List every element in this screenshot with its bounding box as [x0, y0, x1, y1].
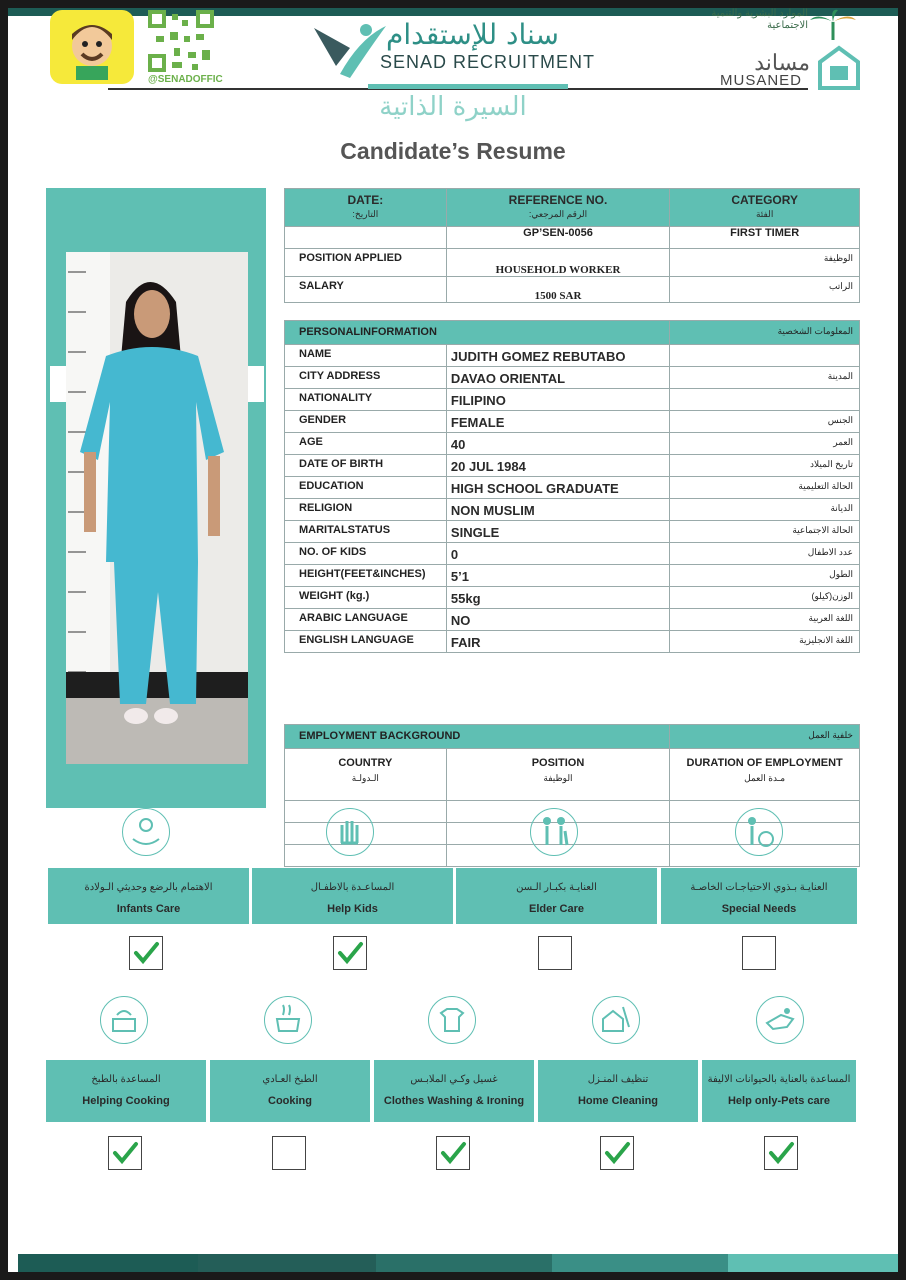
- field-label-arabic: العمر: [670, 433, 860, 455]
- skill-card: [661, 868, 857, 924]
- summary-table: [284, 188, 860, 303]
- field-label: MARITALSTATUS: [285, 521, 447, 543]
- field-value: HIGH SCHOOL GRADUATE: [446, 477, 670, 499]
- skill-checkbox[interactable]: [272, 1136, 306, 1170]
- resume-page: [8, 8, 898, 1272]
- washing-ironing-icon: [428, 996, 476, 1044]
- page-title: Candidate’s Resume: [340, 138, 566, 164]
- candidate-photo: [66, 252, 248, 764]
- skill-card: [46, 1060, 206, 1122]
- field-value: FAIR: [446, 631, 670, 653]
- checkmark-icon: [110, 1138, 140, 1168]
- helping-cooking-icon: [100, 996, 148, 1044]
- ministry-name: الموارد البشرية والتنمية الاجتماعية: [711, 8, 808, 31]
- senad-logo-icon: [310, 18, 390, 84]
- field-label-arabic: عدد الاطفال: [670, 543, 860, 565]
- field-label-arabic: [670, 345, 860, 367]
- field-value: NON MUSLIM: [446, 499, 670, 521]
- field-label: CITY ADDRESS: [285, 367, 447, 389]
- field-label: WEIGHT (kg.): [285, 587, 447, 609]
- field-label: NO. OF KIDS: [285, 543, 447, 565]
- skill-label-arabic: الطبخ العـادي: [262, 1074, 318, 1085]
- skill-label: Help only-Pets care: [727, 1095, 831, 1107]
- field-value: 0: [446, 543, 670, 565]
- field-label: ENGLISH LANGUAGE: [285, 631, 447, 653]
- field-label-arabic: [670, 389, 860, 411]
- field-value: FILIPINO: [446, 389, 670, 411]
- field-label-arabic: الطول: [670, 565, 860, 587]
- skill-card: [374, 1060, 534, 1122]
- reference-number: GP’SEN-0056: [446, 227, 670, 249]
- checkmark-icon: [335, 938, 365, 968]
- skill-label: Elder Care: [528, 903, 585, 915]
- checkmark-icon: [766, 1138, 796, 1168]
- skill-label: Special Needs: [721, 903, 797, 915]
- skill-checkbox[interactable]: [764, 1136, 798, 1170]
- skill-label: Cooking: [268, 1095, 312, 1107]
- social-handle: @SENADOFFIC: [148, 74, 223, 85]
- personal-info-row: [285, 455, 860, 477]
- field-label: RELIGION: [285, 499, 447, 521]
- skill-checkbox[interactable]: [333, 936, 367, 970]
- field-value: 40: [446, 433, 670, 455]
- personal-info-title: PERSONALINFORMATION: [285, 321, 670, 345]
- musaned-arabic: مساند: [754, 50, 810, 75]
- field-value: FEMALE: [446, 411, 670, 433]
- skill-card: [702, 1060, 856, 1122]
- field-value: 5’1: [446, 565, 670, 587]
- country-column: COUNTRY الـدولـة: [285, 749, 447, 801]
- employment-header: [285, 725, 860, 749]
- skill-label: Infants Care: [116, 903, 181, 915]
- personal-info-row: [285, 345, 860, 367]
- summary-values-row: [285, 227, 860, 249]
- salary-arabic: الراتب: [670, 277, 860, 303]
- skill-label-arabic: المساعدة بالطبخ: [91, 1074, 161, 1085]
- personal-info-table: [284, 320, 860, 653]
- senad-arabic-name: سناد للإستقدام: [386, 18, 559, 51]
- special-needs-icon: [735, 808, 783, 856]
- skill-card: [252, 868, 453, 924]
- skill-label-arabic: المساعـدة بالاطفـال: [310, 882, 395, 893]
- field-label-arabic: اللغة العربية: [670, 609, 860, 631]
- field-value: NO: [446, 609, 670, 631]
- qr-code-icon: [148, 10, 214, 72]
- cooking-icon: [264, 996, 312, 1044]
- field-label: ARABIC LANGUAGE: [285, 609, 447, 631]
- date-value: [285, 227, 447, 249]
- field-label: GENDER: [285, 411, 447, 433]
- personal-info-row: [285, 609, 860, 631]
- field-label: NATIONALITY: [285, 389, 447, 411]
- field-label-arabic: تاريخ الميلاد: [670, 455, 860, 477]
- field-value: 55kg: [446, 587, 670, 609]
- skill-label-arabic: العنايـة بـذوي الاحتياجـات الخاصـة: [690, 882, 828, 893]
- pets-care-icon: [756, 996, 804, 1044]
- skill-checkbox[interactable]: [742, 936, 776, 970]
- palm-logo-icon: [808, 8, 858, 42]
- elder-care-icon: [530, 808, 578, 856]
- category-header: CATEGORY الفئة: [670, 189, 860, 227]
- position-label: POSITION APPLIED: [285, 249, 447, 277]
- personal-info-row: [285, 367, 860, 389]
- duration-column: DURATION OF EMPLOYMENT مـدة العمل: [670, 749, 860, 801]
- footer-bar: [18, 1254, 898, 1272]
- photo-frame-notch: [50, 366, 66, 402]
- field-label-arabic: الجنس: [670, 411, 860, 433]
- field-label: AGE: [285, 433, 447, 455]
- snapchat-code-icon: [50, 10, 134, 84]
- field-label: NAME: [285, 345, 447, 367]
- skill-checkbox[interactable]: [436, 1136, 470, 1170]
- skill-label-arabic: العنايـة بكبـار الـسن: [516, 882, 597, 893]
- senad-english-name: SENAD RECRUITMENT: [380, 52, 596, 72]
- skill-label-arabic: تنظيف المنـزل: [587, 1074, 649, 1085]
- field-label: HEIGHT(FEET&INCHES): [285, 565, 447, 587]
- salary-value: 1500 SAR: [446, 277, 670, 303]
- personal-info-header: [285, 321, 860, 345]
- salary-row: [285, 277, 860, 303]
- personal-info-row: [285, 389, 860, 411]
- field-label-arabic: المدينة: [670, 367, 860, 389]
- skill-label-arabic: المساعدة بالعناية بالحيوانات الاليفة: [707, 1074, 851, 1085]
- personal-info-title-arabic: المعلومات الشخصية: [670, 321, 860, 345]
- field-value: SINGLE: [446, 521, 670, 543]
- musaned-english: MUSANED: [720, 72, 803, 89]
- personal-info-row: [285, 499, 860, 521]
- employment-columns: [285, 749, 860, 801]
- skill-card: [456, 868, 657, 924]
- field-label-arabic: الديانة: [670, 499, 860, 521]
- photo-frame-notch: [248, 366, 264, 402]
- position-column: POSITION الوظيفة: [446, 749, 670, 801]
- title-arabic: السيرة الذاتية: [379, 92, 527, 122]
- skill-card: [210, 1060, 370, 1122]
- field-value: JUDITH GOMEZ REBUTABO: [446, 345, 670, 367]
- employment-title: EMPLOYMENT BACKGROUND: [285, 725, 670, 749]
- header-accent: [368, 84, 568, 89]
- checkmark-icon: [131, 938, 161, 968]
- personal-info-row: [285, 433, 860, 455]
- skill-checkbox[interactable]: [129, 936, 163, 970]
- position-value: HOUSEHOLD WORKER: [446, 249, 670, 277]
- field-value: DAVAO ORIENTAL: [446, 367, 670, 389]
- personal-info-row: [285, 587, 860, 609]
- field-label-arabic: اللغة الانجليزية: [670, 631, 860, 653]
- field-label-arabic: الحالة الاجتماعية: [670, 521, 860, 543]
- category-value: FIRST TIMER: [670, 227, 860, 249]
- field-label: DATE OF BIRTH: [285, 455, 447, 477]
- personal-info-row: [285, 411, 860, 433]
- checkmark-icon: [438, 1138, 468, 1168]
- skill-checkbox[interactable]: [538, 936, 572, 970]
- skill-card: [48, 868, 249, 924]
- infant-care-icon: [122, 808, 170, 856]
- reference-header: REFERENCE NO. الرقم المرجعي:: [446, 189, 670, 227]
- skill-checkbox[interactable]: [108, 1136, 142, 1170]
- position-arabic: الوظيفة: [670, 249, 860, 277]
- checkmark-icon: [602, 1138, 632, 1168]
- personal-info-row: [285, 477, 860, 499]
- field-value: 20 JUL 1984: [446, 455, 670, 477]
- position-row: [285, 249, 860, 277]
- summary-header-row: [285, 189, 860, 227]
- skill-label-arabic: غسيل وكـي الملابـس: [410, 1074, 498, 1085]
- skill-label: Helping Cooking: [82, 1095, 170, 1107]
- skill-checkbox[interactable]: [600, 1136, 634, 1170]
- personal-info-row: [285, 631, 860, 653]
- employment-title-arabic: خلفية العمل: [670, 725, 860, 749]
- skill-label: Help Kids: [327, 903, 378, 915]
- field-label-arabic: الوزن(كيلو): [670, 587, 860, 609]
- musaned-logo-icon: [816, 44, 862, 92]
- personal-info-row: [285, 565, 860, 587]
- personal-info-row: [285, 521, 860, 543]
- help-kids-icon: [326, 808, 374, 856]
- salary-label: SALARY: [285, 277, 447, 303]
- field-label-arabic: الحالة التعليمية: [670, 477, 860, 499]
- home-cleaning-icon: [592, 996, 640, 1044]
- personal-info-row: [285, 543, 860, 565]
- skill-label: Clothes Washing & Ironing: [383, 1095, 525, 1107]
- field-label: EDUCATION: [285, 477, 447, 499]
- skill-label: Home Cleaning: [577, 1095, 659, 1107]
- skill-card: [538, 1060, 698, 1122]
- date-header: DATE: التاريخ:: [285, 189, 447, 227]
- skill-label-arabic: الاهتمام بالرضع وحديثي الـولادة: [84, 882, 213, 893]
